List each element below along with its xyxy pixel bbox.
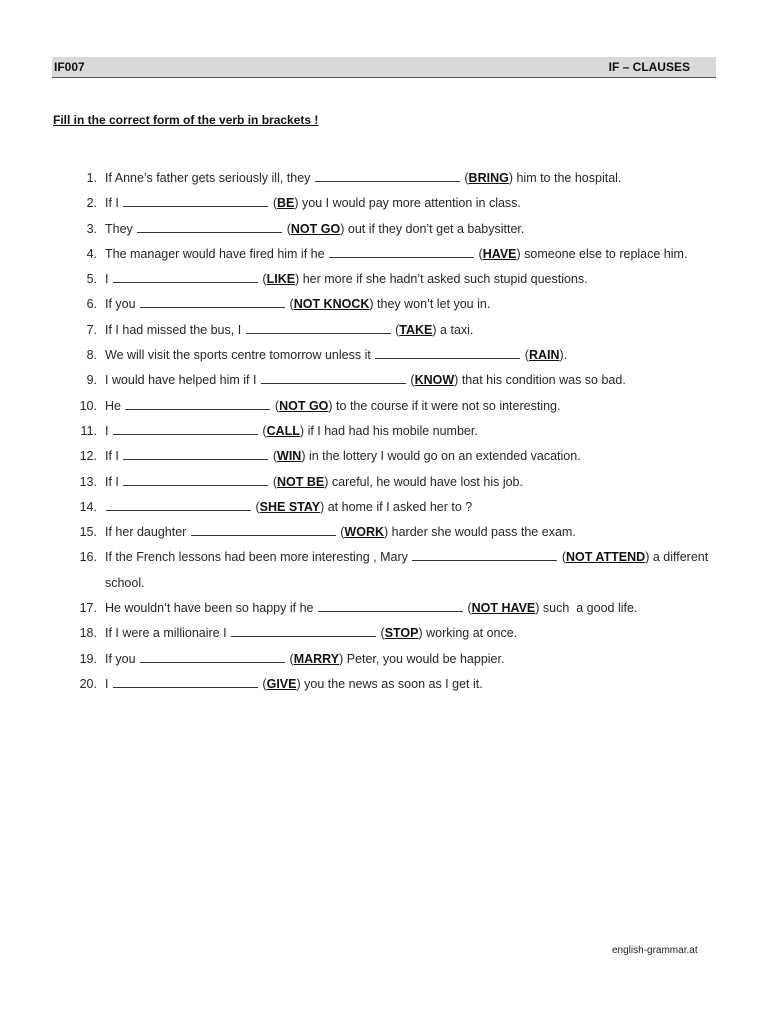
open-bracket: ( xyxy=(558,550,567,565)
exercise-item xyxy=(62,672,712,697)
item-sentence xyxy=(105,292,490,317)
exercise-item xyxy=(62,267,712,292)
answer-blank[interactable] xyxy=(113,420,258,435)
verb-prompt: KNOW xyxy=(414,373,455,388)
number-spacer xyxy=(97,495,105,520)
sentence-end: that his condition was so bad. xyxy=(458,373,626,388)
answer-blank[interactable] xyxy=(261,369,406,384)
sentence-end: out if they don’t get a babysitter. xyxy=(344,221,525,236)
open-bracket: ( xyxy=(286,297,294,312)
verb-prompt: NOT GO xyxy=(290,221,341,236)
answer-blank[interactable] xyxy=(315,167,460,182)
number-spacer xyxy=(97,470,105,495)
close-bracket: ) xyxy=(516,246,521,261)
answer-blank[interactable] xyxy=(123,192,268,207)
close-bracket: ) xyxy=(535,601,540,616)
number-spacer xyxy=(97,596,105,621)
item-sentence xyxy=(105,520,576,545)
open-bracket: ( xyxy=(521,348,529,363)
close-bracket: ) xyxy=(320,499,325,514)
item-number: 11. xyxy=(80,423,97,438)
open-bracket: ( xyxy=(406,373,415,388)
item-number: 7. xyxy=(86,322,97,337)
sentence-start: He xyxy=(105,398,125,413)
answer-blank[interactable] xyxy=(106,496,251,511)
number-spacer xyxy=(97,520,105,545)
answer-blank[interactable] xyxy=(113,268,258,283)
open-bracket: ( xyxy=(258,423,267,438)
number-spacer xyxy=(97,217,105,242)
close-bracket: ) xyxy=(301,449,306,464)
answer-blank[interactable] xyxy=(318,597,463,612)
close-bracket: ) xyxy=(299,423,305,438)
exercise-list xyxy=(62,166,712,697)
sentence-end: her more if she hadn’t asked such stupid questions. xyxy=(299,272,588,287)
exercise-item xyxy=(62,495,712,520)
open-bracket: ( xyxy=(252,499,260,514)
sentence-end: you the news as soon as I get it. xyxy=(300,676,483,691)
item-sentence xyxy=(105,368,626,393)
answer-blank[interactable] xyxy=(137,218,282,233)
exercise-item xyxy=(62,166,712,191)
exercise-item xyxy=(62,292,712,317)
sentence-start: If I had missed the bus, I xyxy=(105,322,245,337)
number-spacer xyxy=(97,672,105,697)
sentence-end: harder she would pass the exam. xyxy=(388,525,576,540)
number-spacer xyxy=(97,166,105,191)
item-number: 10. xyxy=(79,398,97,413)
close-bracket: ) xyxy=(324,474,329,489)
open-bracket: ( xyxy=(336,525,345,540)
item-number: 15. xyxy=(79,525,97,540)
sentence-start: They xyxy=(105,221,137,236)
item-sentence xyxy=(105,545,712,596)
item-number: 1. xyxy=(86,171,97,185)
exercise-item xyxy=(62,419,712,444)
sentence-start: If I xyxy=(105,474,123,489)
sentence-start: If her daughter xyxy=(105,525,190,540)
verb-prompt: HAVE xyxy=(482,246,517,261)
item-sentence xyxy=(105,394,560,419)
item-sentence xyxy=(105,191,521,216)
sentence-end: working at once. xyxy=(422,626,518,641)
item-sentence xyxy=(105,621,517,646)
verb-prompt: NOT GO xyxy=(279,398,329,413)
number-spacer xyxy=(97,343,105,368)
item-number: 16. xyxy=(79,550,97,565)
answer-blank[interactable] xyxy=(329,243,474,258)
close-bracket: ) xyxy=(296,676,301,691)
exercise-item xyxy=(62,343,712,368)
sentence-start: I would have helped him if I xyxy=(105,373,260,388)
item-number: 17. xyxy=(79,601,97,616)
sentence-start: I xyxy=(105,272,112,287)
close-bracket: ) xyxy=(369,297,374,312)
item-number: 13. xyxy=(79,474,97,489)
exercise-item xyxy=(62,191,712,216)
close-bracket: ) xyxy=(645,550,650,565)
open-bracket: ( xyxy=(391,322,400,337)
exercise-item xyxy=(62,596,712,621)
exercise-item xyxy=(62,647,712,672)
close-bracket: ) xyxy=(340,221,345,236)
close-bracket: ) xyxy=(559,348,564,363)
answer-blank[interactable] xyxy=(231,622,376,637)
worksheet-code: IF007 xyxy=(54,60,85,74)
answer-blank[interactable] xyxy=(246,319,391,334)
exercise-item xyxy=(62,217,712,242)
item-sentence xyxy=(105,318,473,343)
answer-blank[interactable] xyxy=(123,471,268,486)
sentence-end: at home if I asked her to ? xyxy=(324,499,473,514)
exercise-item xyxy=(62,318,712,343)
sentence-start: If I xyxy=(105,449,123,464)
item-sentence xyxy=(105,495,472,520)
answer-blank[interactable] xyxy=(140,293,285,308)
answer-blank[interactable] xyxy=(140,648,285,663)
exercise-item xyxy=(62,368,712,393)
sentence-end: in the lottery I would go on an extended vacation. xyxy=(305,449,581,464)
item-sentence xyxy=(105,267,588,292)
sentence-end: they won’t let you in. xyxy=(373,297,491,312)
sentence-start: He wouldn’t have been so happy if he xyxy=(105,601,317,616)
exercise-item xyxy=(62,242,712,267)
number-spacer xyxy=(97,318,105,343)
sentence-end: Peter, you would be happier. xyxy=(343,651,505,666)
answer-blank[interactable] xyxy=(375,344,520,359)
open-bracket: ( xyxy=(475,246,483,261)
verb-prompt: BRING xyxy=(468,171,509,185)
header-bar xyxy=(52,57,716,78)
close-bracket: ) xyxy=(384,525,389,540)
sentence-end: . xyxy=(563,348,568,363)
number-spacer xyxy=(97,621,105,646)
item-sentence xyxy=(105,444,581,469)
open-bracket: ( xyxy=(258,676,267,691)
number-spacer xyxy=(97,267,105,292)
exercise-item xyxy=(62,444,712,469)
open-bracket: ( xyxy=(463,601,472,616)
verb-prompt: WIN xyxy=(277,449,302,464)
item-sentence xyxy=(105,419,478,444)
sentence-start: If you xyxy=(105,651,140,666)
sentence-end: if I had had his mobile number. xyxy=(304,423,478,438)
sentence-end: to the course if it were not so interesting. xyxy=(332,398,561,413)
answer-blank[interactable] xyxy=(125,395,270,410)
verb-prompt: LIKE xyxy=(266,272,296,287)
verb-prompt: NOT HAVE xyxy=(471,601,536,616)
item-sentence xyxy=(105,672,483,697)
number-spacer xyxy=(97,419,105,444)
open-bracket: ( xyxy=(271,398,280,413)
number-spacer xyxy=(97,647,105,672)
sentence-start: If the French lessons had been more interesting , Mary xyxy=(104,550,412,565)
item-number: 18. xyxy=(79,626,97,641)
close-bracket: ) xyxy=(508,171,513,185)
close-bracket: ) xyxy=(454,373,459,388)
verb-prompt: GIVE xyxy=(266,676,297,691)
open-bracket: ( xyxy=(283,221,291,236)
verb-prompt: NOT ATTEND xyxy=(566,550,646,565)
worksheet-topic: IF – CLAUSES xyxy=(608,60,690,74)
sentence-start: We will visit the sports centre tomorrow unless it xyxy=(105,348,375,363)
sentence-start: I xyxy=(105,676,112,691)
number-spacer xyxy=(97,444,105,469)
item-number: 4. xyxy=(86,246,97,261)
item-number: 14. xyxy=(79,499,97,514)
sentence-end: a different school. xyxy=(104,550,712,590)
exercise-item xyxy=(62,470,712,495)
item-sentence xyxy=(105,596,637,621)
open-bracket: ( xyxy=(460,171,469,185)
close-bracket: ) xyxy=(339,651,344,666)
close-bracket: ) xyxy=(432,322,437,337)
item-number: 2. xyxy=(86,196,97,211)
verb-prompt: CALL xyxy=(266,423,300,438)
open-bracket: ( xyxy=(269,449,278,464)
number-spacer xyxy=(97,242,105,267)
item-sentence xyxy=(105,217,524,242)
sentence-start: The manager would have fired him if he xyxy=(105,246,329,261)
verb-prompt: NOT KNOCK xyxy=(293,297,370,312)
verb-prompt: SHE STAY xyxy=(259,499,321,514)
open-bracket: ( xyxy=(258,272,267,287)
item-number: 5. xyxy=(86,272,97,287)
item-number: 8. xyxy=(86,348,97,363)
sentence-start: If you xyxy=(105,297,140,312)
item-sentence xyxy=(105,647,504,672)
close-bracket: ) xyxy=(418,626,423,641)
answer-blank[interactable] xyxy=(113,673,258,688)
open-bracket: ( xyxy=(377,626,385,641)
exercise-item xyxy=(62,520,712,545)
number-spacer xyxy=(97,292,105,317)
close-bracket: ) xyxy=(294,196,299,211)
exercise-item xyxy=(62,545,712,596)
footer-site: english-grammar.at xyxy=(612,945,698,956)
sentence-end: you I would pay more attention in class. xyxy=(298,196,521,211)
sentence-start: If Anne’s father gets seriously ill, they xyxy=(105,171,314,185)
item-sentence xyxy=(105,470,523,495)
item-number: 3. xyxy=(86,221,97,236)
item-number: 6. xyxy=(86,297,97,312)
answer-blank[interactable] xyxy=(412,546,557,561)
open-bracket: ( xyxy=(269,196,278,211)
verb-prompt: BE xyxy=(277,196,295,211)
close-bracket: ) xyxy=(295,272,300,287)
verb-prompt: STOP xyxy=(384,626,419,641)
item-sentence xyxy=(105,166,621,191)
sentence-end: someone else to replace him. xyxy=(520,246,688,261)
open-bracket: ( xyxy=(269,474,278,489)
instruction: Fill in the correct form of the verb in brackets ! xyxy=(53,113,319,127)
item-number: 9. xyxy=(86,373,97,388)
answer-blank[interactable] xyxy=(123,445,268,460)
verb-prompt: MARRY xyxy=(293,651,340,666)
sentence-start: If I xyxy=(105,196,123,211)
item-number: 20. xyxy=(79,676,97,691)
sentence-start: I xyxy=(105,423,112,438)
number-spacer xyxy=(97,368,105,393)
sentence-end: a taxi. xyxy=(436,322,474,337)
exercise-item xyxy=(62,621,712,646)
sentence-end: such a good life. xyxy=(539,601,638,616)
item-number: 12. xyxy=(79,449,97,464)
number-spacer xyxy=(97,191,105,216)
sentence-end: him to the hospital. xyxy=(513,171,622,185)
open-bracket: ( xyxy=(286,651,294,666)
number-spacer xyxy=(97,545,105,596)
sentence-start: If I were a millionaire I xyxy=(105,626,231,641)
verb-prompt: WORK xyxy=(344,525,384,540)
verb-prompt: TAKE xyxy=(399,322,433,337)
item-sentence xyxy=(105,343,567,368)
number-spacer xyxy=(97,394,105,419)
sentence-end: careful, he would have lost his job. xyxy=(328,474,523,489)
verb-prompt: RAIN xyxy=(528,348,560,363)
exercise-item xyxy=(62,394,712,419)
item-number: 19. xyxy=(79,651,97,666)
item-sentence xyxy=(105,242,687,267)
answer-blank[interactable] xyxy=(191,521,336,536)
close-bracket: ) xyxy=(328,398,333,413)
verb-prompt: NOT BE xyxy=(277,474,325,489)
